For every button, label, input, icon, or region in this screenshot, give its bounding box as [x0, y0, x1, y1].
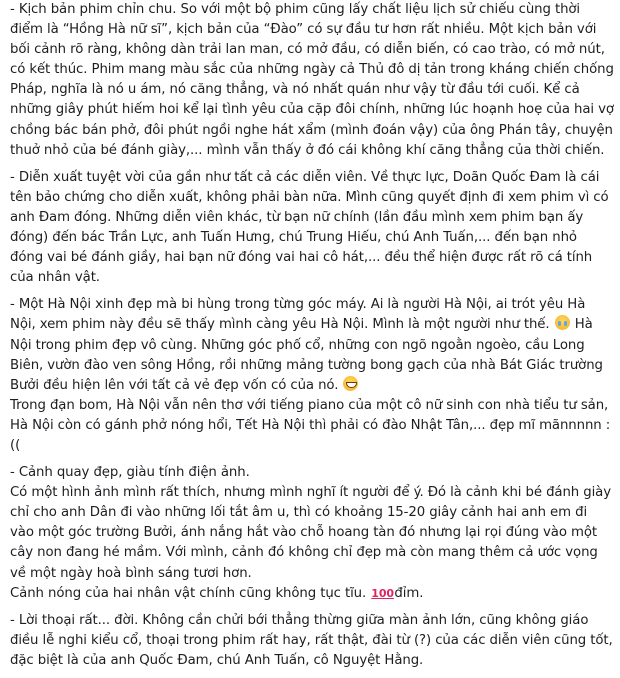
paragraph-wartime-hanoi: Trong đạn bom, Hà Nội vẫn nên thơ với tiếng piano của một cô nữ sinh con nhà tiểu tư sản, Hà Nội còn có gánh phở nóng hổi, Tết Hà Nội thì phải có đào Nhật Tân,... đẹp mĩ mãnnnnn :(( [10, 397, 613, 453]
paragraph-love-scene-part1: Cảnh nóng của hai nhân vật chính cũng không tục tĩu. [10, 585, 371, 601]
paragraph-hanoi-part1: - Một Hà Nội xinh đẹp mà bi hùng trong từng góc máy. Ai là người Hà Nội, ai trót yêu Hà Nội, xem phim này đều sẽ thấy mình càng yêu Hà Nội. Mình là một người như thế. [10, 297, 590, 333]
paragraph-hanoi [10, 295, 614, 395]
crying-face-icon [555, 315, 570, 330]
paragraph-love-scene-part2: đỉm. [390, 585, 424, 601]
paragraph-dialogue: - Lời thoại rất... đời. Không cần chửi bới thẳng thừng giữa màn ảnh lớn, cũng không giáo điều lễ nghi kiểu cổ, thoại trong phim rất hay, rất thật, đài từ (?) của các diễn viên cũng tốt, đặc biệt là của anh Quốc Đam, chú Anh Tuấn, cô Nguyệt Hằng. [10, 612, 617, 668]
post-body [10, 0, 619, 678]
grinning-sweat-face-icon [343, 376, 358, 391]
hundred-points-icon: 100 [371, 586, 394, 600]
paragraph-cinematography: - Cảnh quay đẹp, giàu tính điện ảnh. [10, 465, 250, 481]
paragraph-script: - Kịch bản phim chỉn chu. So với một bộ phim cũng lấy chất liệu lịch sử chiếu cùng thời điểm là “Hồng Hà nữ sĩ”, kịch bản của “Đào” có sự đầu tư hơn rất nhiều. Một kịch bản với bối cảnh rõ ràng, không dàn trải lan man, có mở đầu, có diễn biến, có cao trào, có mở nút, có kết thúc. Phim mang màu sắc của những ngày cả Thủ đô dị tản trong kháng chiến chống Pháp, nghĩa là nó u ám, nó căng thẳng, và nó nhất quán như vậy từ đầu tới cuối. Kể cả những giây phút hiếm hoi kể lại tình yêu của cặp đôi chính, những lúc hoạnh hoẹ của hai vợ chồng bác bán phở, đôi phút ngồi nghe hát xẩm (mình đoán vậy) của ông Phán tây, chuyện thuở nhỏ của bé đánh giày,... mình vẫn thấy ở đó cái không khí căng thẳng của thời chiến. [10, 2, 619, 158]
paragraph-favorite-scene: Có một hình ảnh mình rất thích, nhưng mình nghĩ ít người để ý. Đó là cảnh khi bé đánh giày chỉ cho anh Dân đi vào những lối tắt âm u, thì có khoảng 15-20 giây cảnh hai anh em đi vào một góc trường Bưởi, ánh nắng hắt vào chỗ hoang tàn đó nhưng lại rọi đúng vào một cây non đang hé mầm. Với mình, cảnh đó không chỉ đẹp mà còn mang thêm cả ước vọng về một ngày hoà bình sáng tươi hơn. [10, 485, 616, 581]
paragraph-acting: - Diễn xuất tuyệt vời của gần như tất cả các diễn viên. Về thực lực, Doãn Quốc Đam là cái tên bảo chứng cho diễn xuất, không phải bàn nữa. Mình cũng quyết định đi xem phim vì có anh Đam đóng. Những diễn viên khác, từ bạn nữ chính (lần đầu mình xem phim bạn ấy đóng) đến bác Trần Lực, anh Tuấn Hưng, chú Trung Hiếu, chú Anh Tuấn,... đến bạn nhỏ đóng vai bé đánh giầy, hai bạn nữ đóng vai hai cô hát,... đều thể hiện được rất rõ cá tính của nhân vật. [10, 169, 613, 286]
paragraph-love-scene [10, 584, 614, 604]
paragraph-hanoi-part2: Hà Nội trong phim đẹp vô cùng. Những góc phố cổ, những con ngõ ngoằn ngoèo, cầu Long Biên, vườn đào ven sông Hồng, rồi những mảng tường bong gạch của nhà Bát Giác trường Bưởi đều hiện lên với tất cả vẻ đẹp vốn có của nó. [10, 317, 608, 393]
